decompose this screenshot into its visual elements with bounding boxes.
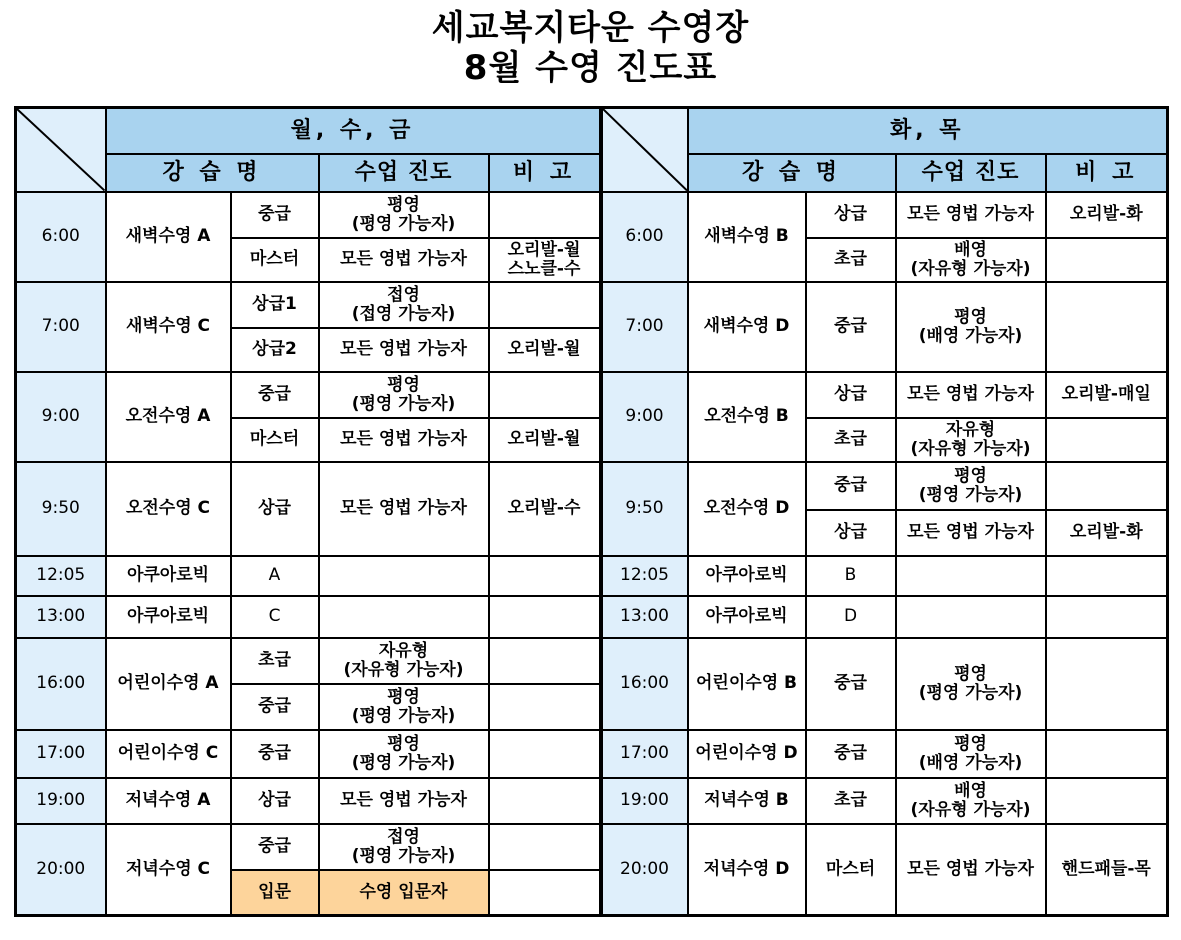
progress-cell: 모든 영법 가능자 <box>896 510 1046 556</box>
table-row <box>16 638 1168 684</box>
note-cell <box>489 192 601 238</box>
level-cell: 중급 <box>231 192 319 238</box>
header-days-tue-thu: 화, 목 <box>688 108 1168 154</box>
course-name: 어린이수영 B <box>688 638 806 730</box>
progress-cell: 배영 (자유형 가능자) <box>896 778 1046 824</box>
course-name: 어린이수영 A <box>106 638 231 730</box>
time-cell: 9:00 <box>16 372 106 462</box>
progress-cell: 평영 (평영 가능자) <box>319 730 489 778</box>
note-cell <box>1046 418 1168 462</box>
time-cell: 13:00 <box>601 596 688 638</box>
progress-cell <box>319 556 489 596</box>
course-name: 오전수영 B <box>688 372 806 462</box>
progress-cell: 배영 (자유형 가능자) <box>896 238 1046 282</box>
level-cell: 상급 <box>806 372 896 418</box>
note-cell <box>489 684 601 730</box>
level-cell: 마스터 <box>231 418 319 462</box>
time-cell: 19:00 <box>601 778 688 824</box>
level-cell: 중급 <box>231 824 319 870</box>
course-name: 오전수영 C <box>106 462 231 556</box>
note-cell: 오리발-월 <box>489 328 601 372</box>
note-cell <box>489 638 601 684</box>
course-name: 아쿠아로빅 <box>688 596 806 638</box>
time-cell: 16:00 <box>601 638 688 730</box>
level-cell: 중급 <box>806 462 896 510</box>
note-cell <box>489 778 601 824</box>
course-name: 오전수영 A <box>106 372 231 462</box>
time-cell: 12:05 <box>16 556 106 596</box>
progress-cell: 평영 (평영 가능자) <box>896 462 1046 510</box>
progress-cell: 모든 영법 가능자 <box>896 824 1046 916</box>
note-cell <box>1046 462 1168 510</box>
level-cell: 상급2 <box>231 328 319 372</box>
time-cell: 12:05 <box>601 556 688 596</box>
corner-diagonal-left <box>16 108 106 192</box>
time-cell: 20:00 <box>601 824 688 916</box>
note-cell <box>489 556 601 596</box>
progress-cell: 모든 영법 가능자 <box>896 192 1046 238</box>
progress-cell: 자유형 (자유형 가능자) <box>896 418 1046 462</box>
header-note-left: 비 고 <box>489 154 601 192</box>
header-progress-left: 수업 진도 <box>319 154 489 192</box>
table-row <box>16 556 1168 596</box>
note-cell: 오리발-수 <box>489 462 601 556</box>
note-cell: 오리발-화 <box>1046 192 1168 238</box>
progress-cell: 접영 (평영 가능자) <box>319 824 489 870</box>
level-cell: 마스터 <box>231 238 319 282</box>
note-cell <box>1046 730 1168 778</box>
course-name: 새벽수영 C <box>106 282 231 372</box>
time-cell: 9:50 <box>601 462 688 556</box>
level-cell-beginner: 입문 <box>231 870 319 916</box>
table-row <box>16 730 1168 778</box>
level-cell: 초급 <box>806 778 896 824</box>
time-cell: 6:00 <box>16 192 106 282</box>
level-cell: 초급 <box>806 238 896 282</box>
level-cell: 상급1 <box>231 282 319 328</box>
table-row <box>16 596 1168 638</box>
time-cell: 20:00 <box>16 824 106 916</box>
level-cell: 상급 <box>231 778 319 824</box>
note-cell <box>1046 638 1168 730</box>
course-name: 아쿠아로빅 <box>688 556 806 596</box>
table-row <box>16 282 1168 328</box>
note-cell: 오리발-월 스노클-수 <box>489 238 601 282</box>
note-cell <box>489 372 601 418</box>
progress-cell: 평영 (배영 가능자) <box>896 730 1046 778</box>
level-cell: 상급 <box>806 510 896 556</box>
progress-cell-beginner: 수영 입문자 <box>319 870 489 916</box>
course-name: 아쿠아로빅 <box>106 596 231 638</box>
progress-cell: 접영 (접영 가능자) <box>319 282 489 328</box>
level-cell: 중급 <box>231 684 319 730</box>
time-cell: 16:00 <box>16 638 106 730</box>
time-cell: 13:00 <box>16 596 106 638</box>
header-course-left: 강 습 명 <box>106 154 319 192</box>
header-note-right: 비 고 <box>1046 154 1168 192</box>
progress-cell: 평영 (배영 가능자) <box>896 282 1046 372</box>
time-cell: 19:00 <box>16 778 106 824</box>
note-cell <box>489 730 601 778</box>
course-name: 새벽수영 A <box>106 192 231 282</box>
time-cell: 9:50 <box>16 462 106 556</box>
progress-cell: 모든 영법 가능자 <box>319 418 489 462</box>
note-cell <box>489 824 601 870</box>
progress-cell <box>896 556 1046 596</box>
progress-cell: 모든 영법 가능자 <box>319 462 489 556</box>
progress-cell: 자유형 (자유형 가능자) <box>319 638 489 684</box>
table-row <box>16 192 1168 238</box>
header-course-right: 강 습 명 <box>688 154 896 192</box>
level-cell: 중급 <box>231 730 319 778</box>
time-cell: 7:00 <box>16 282 106 372</box>
progress-cell: 모든 영법 가능자 <box>896 372 1046 418</box>
level-cell: D <box>806 596 896 638</box>
table-row <box>16 824 1168 870</box>
course-name: 어린이수영 D <box>688 730 806 778</box>
header-days-mon-wed-fri: 월, 수, 금 <box>106 108 601 154</box>
time-cell: 9:00 <box>601 372 688 462</box>
progress-cell <box>896 596 1046 638</box>
level-cell: 중급 <box>806 638 896 730</box>
note-cell <box>489 282 601 328</box>
note-cell: 오리발-화 <box>1046 510 1168 556</box>
note-cell <box>1046 238 1168 282</box>
level-cell: 마스터 <box>806 824 896 916</box>
note-cell <box>1046 282 1168 372</box>
course-name: 새벽수영 B <box>688 192 806 282</box>
page-title <box>0 8 1181 88</box>
corner-diagonal-right <box>601 108 688 192</box>
course-name: 어린이수영 C <box>106 730 231 778</box>
course-name: 저녁수영 C <box>106 824 231 916</box>
table-row <box>16 462 1168 510</box>
progress-cell: 평영 (평영 가능자) <box>319 192 489 238</box>
course-name: 오전수영 D <box>688 462 806 556</box>
progress-cell: 모든 영법 가능자 <box>319 238 489 282</box>
course-name: 저녁수영 B <box>688 778 806 824</box>
level-cell: 상급 <box>806 192 896 238</box>
level-cell: 중급 <box>806 282 896 372</box>
time-cell: 7:00 <box>601 282 688 372</box>
note-cell <box>1046 596 1168 638</box>
progress-cell: 모든 영법 가능자 <box>319 328 489 372</box>
level-cell: B <box>806 556 896 596</box>
table-row <box>16 778 1168 824</box>
level-cell: 상급 <box>231 462 319 556</box>
progress-cell: 평영 (평영 가능자) <box>319 684 489 730</box>
level-cell: C <box>231 596 319 638</box>
progress-cell: 평영 (평영 가능자) <box>896 638 1046 730</box>
level-cell: 초급 <box>806 418 896 462</box>
note-cell <box>1046 556 1168 596</box>
time-cell: 17:00 <box>16 730 106 778</box>
note-cell <box>489 596 601 638</box>
course-name: 새벽수영 D <box>688 282 806 372</box>
level-cell: 중급 <box>231 372 319 418</box>
level-cell: A <box>231 556 319 596</box>
level-cell: 초급 <box>231 638 319 684</box>
course-name: 저녁수영 A <box>106 778 231 824</box>
title-line-1: 세교복지타운 수영장 <box>431 8 750 48</box>
note-cell <box>1046 778 1168 824</box>
level-cell: 중급 <box>806 730 896 778</box>
course-name: 저녁수영 D <box>688 824 806 916</box>
progress-cell <box>319 596 489 638</box>
note-cell: 핸드패들-목 <box>1046 824 1168 916</box>
title-line-2: 8월 수영 진도표 <box>463 48 718 88</box>
note-cell: 오리발-매일 <box>1046 372 1168 418</box>
time-cell: 6:00 <box>601 192 688 282</box>
table-row <box>16 372 1168 418</box>
progress-cell: 평영 (평영 가능자) <box>319 372 489 418</box>
schedule-table <box>14 106 1169 917</box>
progress-cell: 모든 영법 가능자 <box>319 778 489 824</box>
note-cell <box>489 870 601 916</box>
time-cell: 17:00 <box>601 730 688 778</box>
header-progress-right: 수업 진도 <box>896 154 1046 192</box>
note-cell: 오리발-월 <box>489 418 601 462</box>
course-name: 아쿠아로빅 <box>106 556 231 596</box>
